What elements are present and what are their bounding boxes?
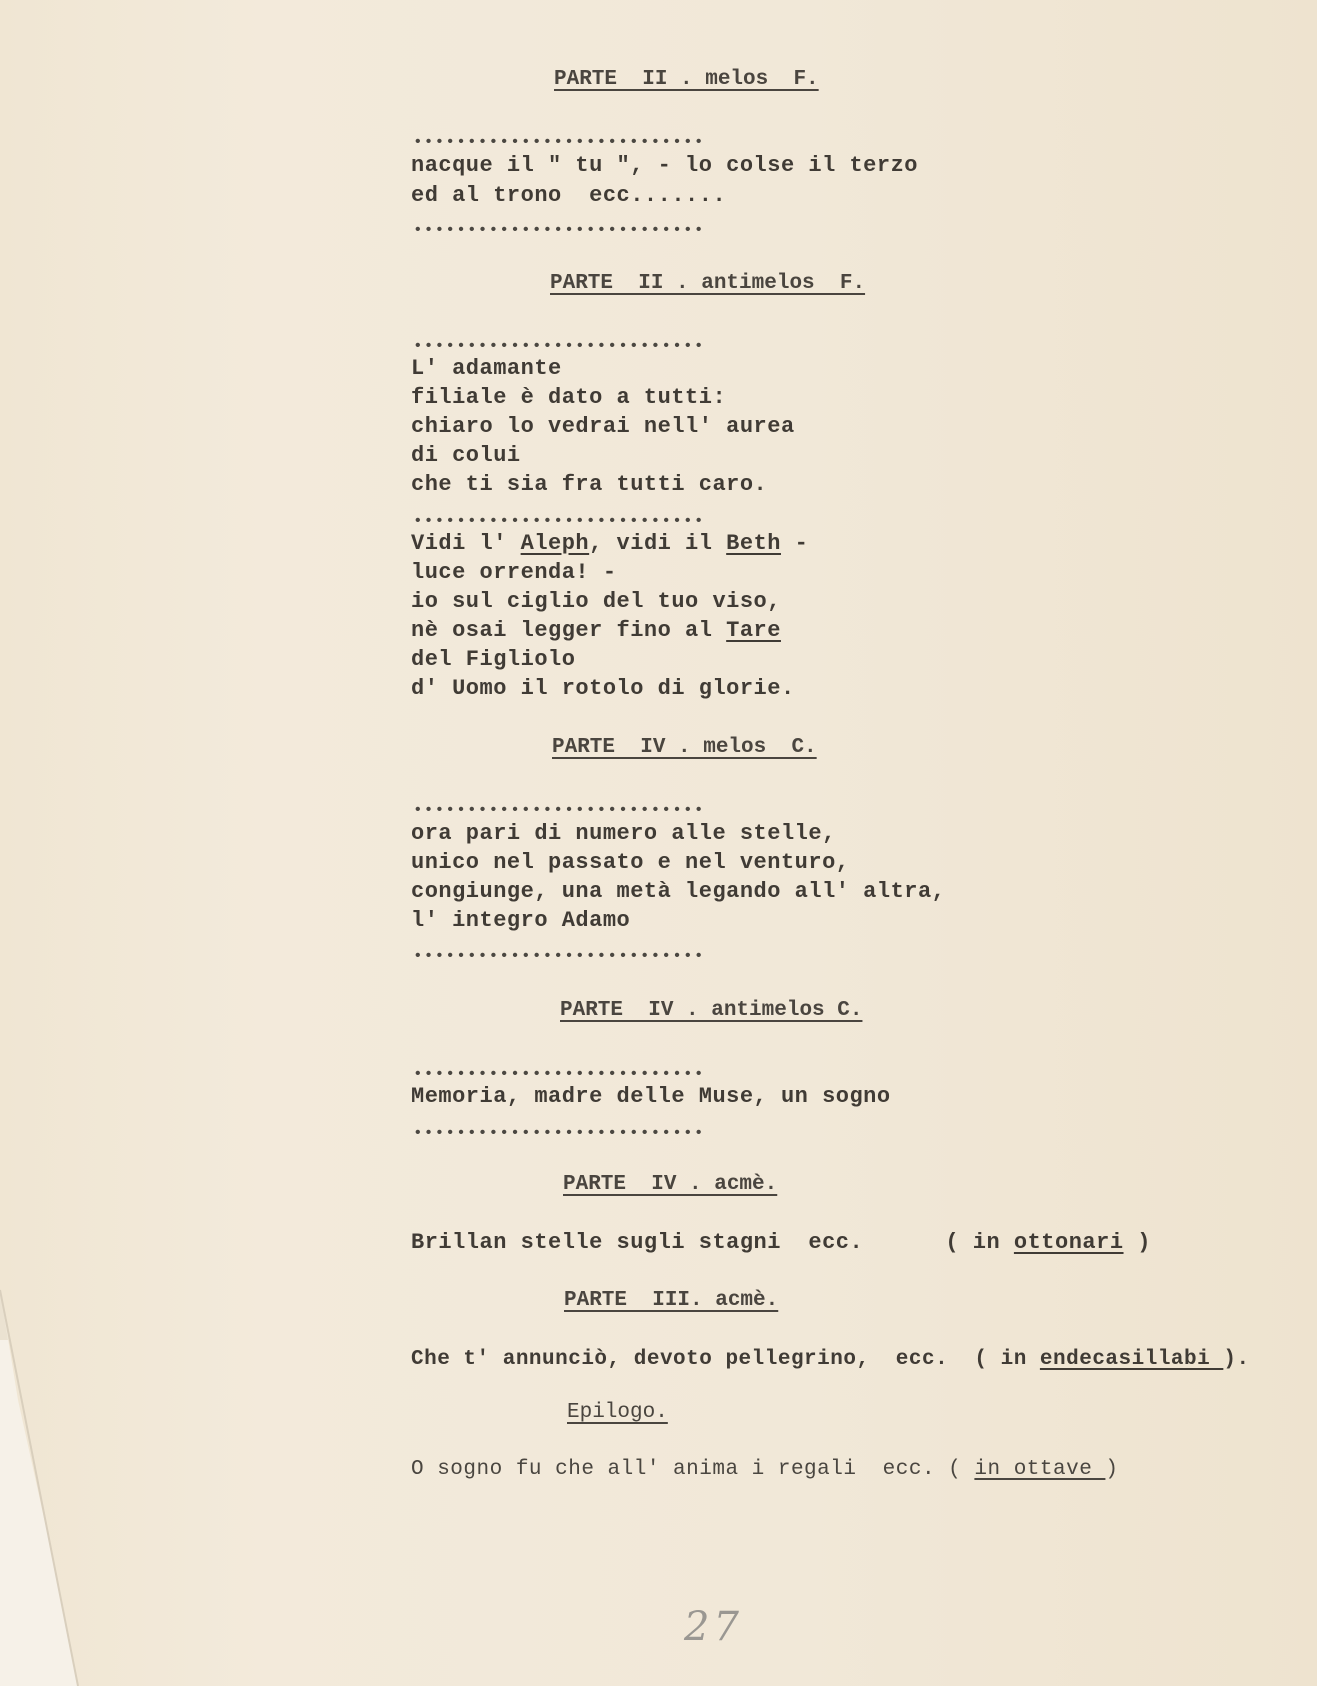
verse-text: ): [1105, 1458, 1119, 1481]
verse-line: filiale è dato a tutti:: [411, 385, 727, 410]
section-heading: PARTE IV . acmè.: [563, 1173, 778, 1196]
verse-line: che ti sia fra tutti caro.: [411, 472, 768, 497]
section-heading: PARTE III. acmè.: [564, 1289, 779, 1312]
verse-line: L' adamante: [411, 356, 562, 381]
underlined-word: Beth: [726, 531, 781, 556]
verse-line: [411, 530, 808, 558]
verse-line: io sul ciglio del tuo viso,: [411, 589, 781, 614]
section-heading: Epilogo.: [567, 1401, 668, 1424]
dot-separator: •••••••••••••••••••••••••••: [413, 221, 705, 239]
verse-text: nè osai legger fino al: [411, 618, 727, 643]
verse-text: O sogno fu che all' anima i regali ecc. (: [411, 1458, 975, 1481]
verse-text: ).: [1223, 1348, 1250, 1371]
dot-separator: •••••••••••••••••••••••••••: [413, 512, 705, 530]
dot-separator: •••••••••••••••••••••••••••: [413, 133, 705, 151]
underlined-word: Tare: [726, 618, 781, 643]
section-heading: PARTE IV . melos C.: [552, 736, 817, 759]
verse-line: congiunge, una metà legando all' altra,: [411, 879, 946, 904]
dot-separator: •••••••••••••••••••••••••••: [413, 337, 705, 355]
verse-text: Che t' annunciò, devoto pellegrino, ecc. ( in: [411, 1348, 1040, 1371]
section-heading: PARTE IV . antimelos C.: [560, 999, 863, 1022]
underlined-word: ottonari: [1013, 1230, 1124, 1255]
verse-line: [411, 1229, 1151, 1257]
verse-line: [411, 1346, 1250, 1374]
verse-line: Memoria, madre delle Muse, un sogno: [411, 1084, 891, 1109]
dot-separator: •••••••••••••••••••••••••••: [413, 947, 705, 965]
underlined-word: in ottave: [974, 1458, 1106, 1481]
underlined-word: endecasillabi: [1039, 1348, 1224, 1371]
verse-line: nacque il " tu ", - lo colse il terzo: [411, 153, 918, 178]
verse-line: del Figliolo: [411, 647, 576, 672]
verse-line: l' integro Adamo: [411, 908, 631, 933]
dot-separator: •••••••••••••••••••••••••••: [413, 1065, 705, 1083]
verse-line: d' Uomo il rotolo di glorie.: [411, 676, 795, 701]
dot-separator: •••••••••••••••••••••••••••: [413, 1124, 705, 1142]
verse-text: -: [780, 531, 809, 556]
dot-separator: •••••••••••••••••••••••••••: [413, 801, 705, 819]
verse-text: , vidi il: [589, 531, 727, 556]
verse-text: Brillan stelle sugli stagni ecc. ( in: [411, 1230, 1014, 1255]
section-heading: PARTE II . antimelos F.: [550, 272, 866, 295]
underlined-word: Aleph: [520, 531, 590, 556]
verse-line: [411, 617, 781, 645]
verse-line: unico nel passato e nel venturo,: [411, 850, 850, 875]
verse-line: di colui: [411, 443, 521, 468]
section-heading: PARTE II . melos F.: [554, 68, 819, 91]
verse-line: ora pari di numero alle stelle,: [411, 821, 836, 846]
verse-line: [411, 1456, 1119, 1484]
page-number: 27: [684, 1604, 743, 1650]
verse-line: chiaro lo vedrai nell' aurea: [411, 414, 795, 439]
verse-text: ): [1123, 1230, 1151, 1255]
verse-text: Vidi l': [411, 531, 521, 556]
verse-line: ed al trono ecc.......: [411, 183, 727, 208]
verse-line: luce orrenda! -: [411, 560, 617, 585]
